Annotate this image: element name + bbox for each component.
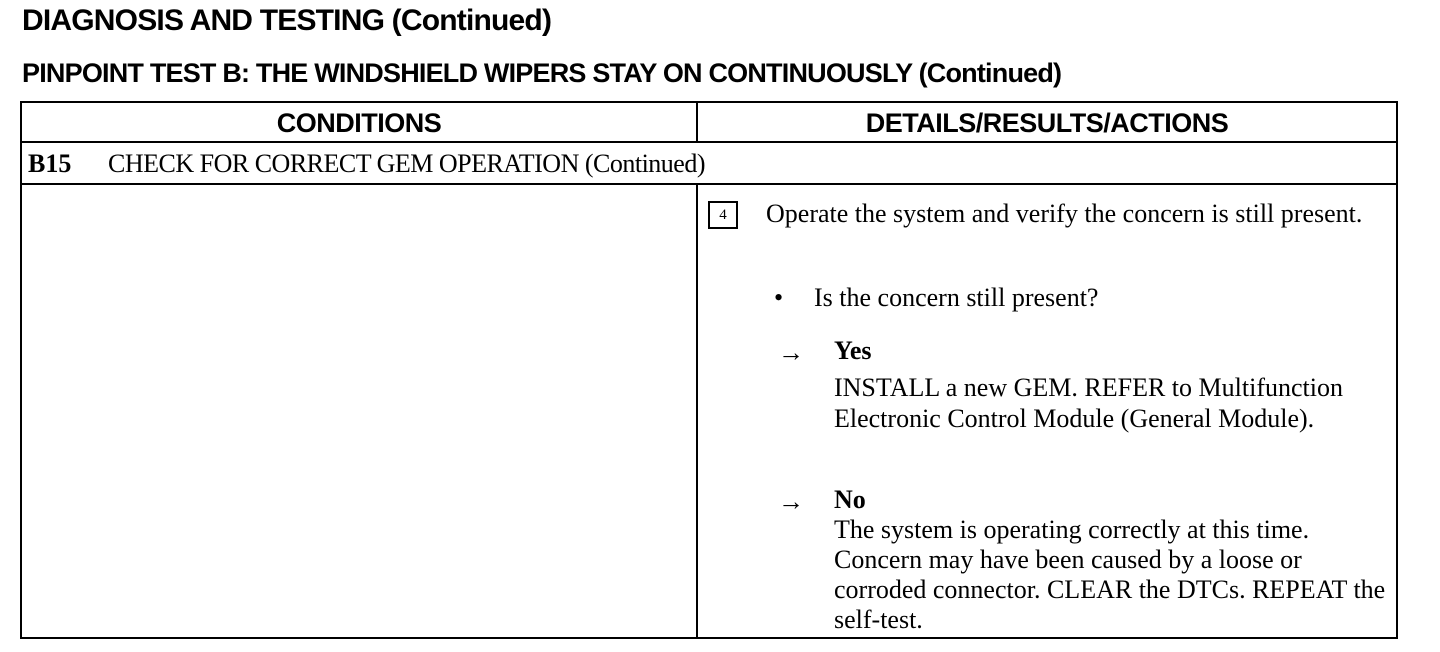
- details-cell: [698, 185, 1396, 637]
- yes-action-text: INSTALL a new GEM. REFER to Multifunction Electronic Control Module (General Module).: [834, 373, 1343, 433]
- step-instruction: Operate the system and verify the concern is still present.: [766, 199, 1363, 228]
- no-label: No: [834, 485, 866, 514]
- pinpoint-test-table: [20, 101, 1398, 639]
- test-step-row: [22, 143, 1396, 185]
- details-results-actions-header: DETAILS/RESULTS/ACTIONS: [698, 103, 1396, 143]
- step-number-box: 4: [708, 201, 738, 229]
- test-step-title: CHECK FOR CORRECT GEM OPERATION (Continued): [108, 149, 706, 178]
- yes-arrow-icon: →: [778, 338, 804, 367]
- conditions-cell: [22, 185, 698, 637]
- yes-label: Yes: [834, 336, 872, 365]
- no-arrow-icon: →: [778, 487, 804, 516]
- bullet-icon: •: [774, 283, 784, 312]
- check-question: Is the concern still present?: [814, 283, 1099, 312]
- test-step-id: B15: [28, 149, 72, 178]
- pinpoint-test-title: PINPOINT TEST B: THE WINDSHIELD WIPERS STAY ON CONTINUOUSLY (Continued): [22, 58, 1062, 88]
- no-action-text: The system is operating correctly at this time. Concern may have been caused by a loose or corroded connector. CLEAR the DTCs. REPEAT the self-test.: [834, 515, 1386, 634]
- page-title: DIAGNOSIS AND TESTING (Continued): [22, 4, 552, 37]
- conditions-header: CONDITIONS: [22, 103, 698, 143]
